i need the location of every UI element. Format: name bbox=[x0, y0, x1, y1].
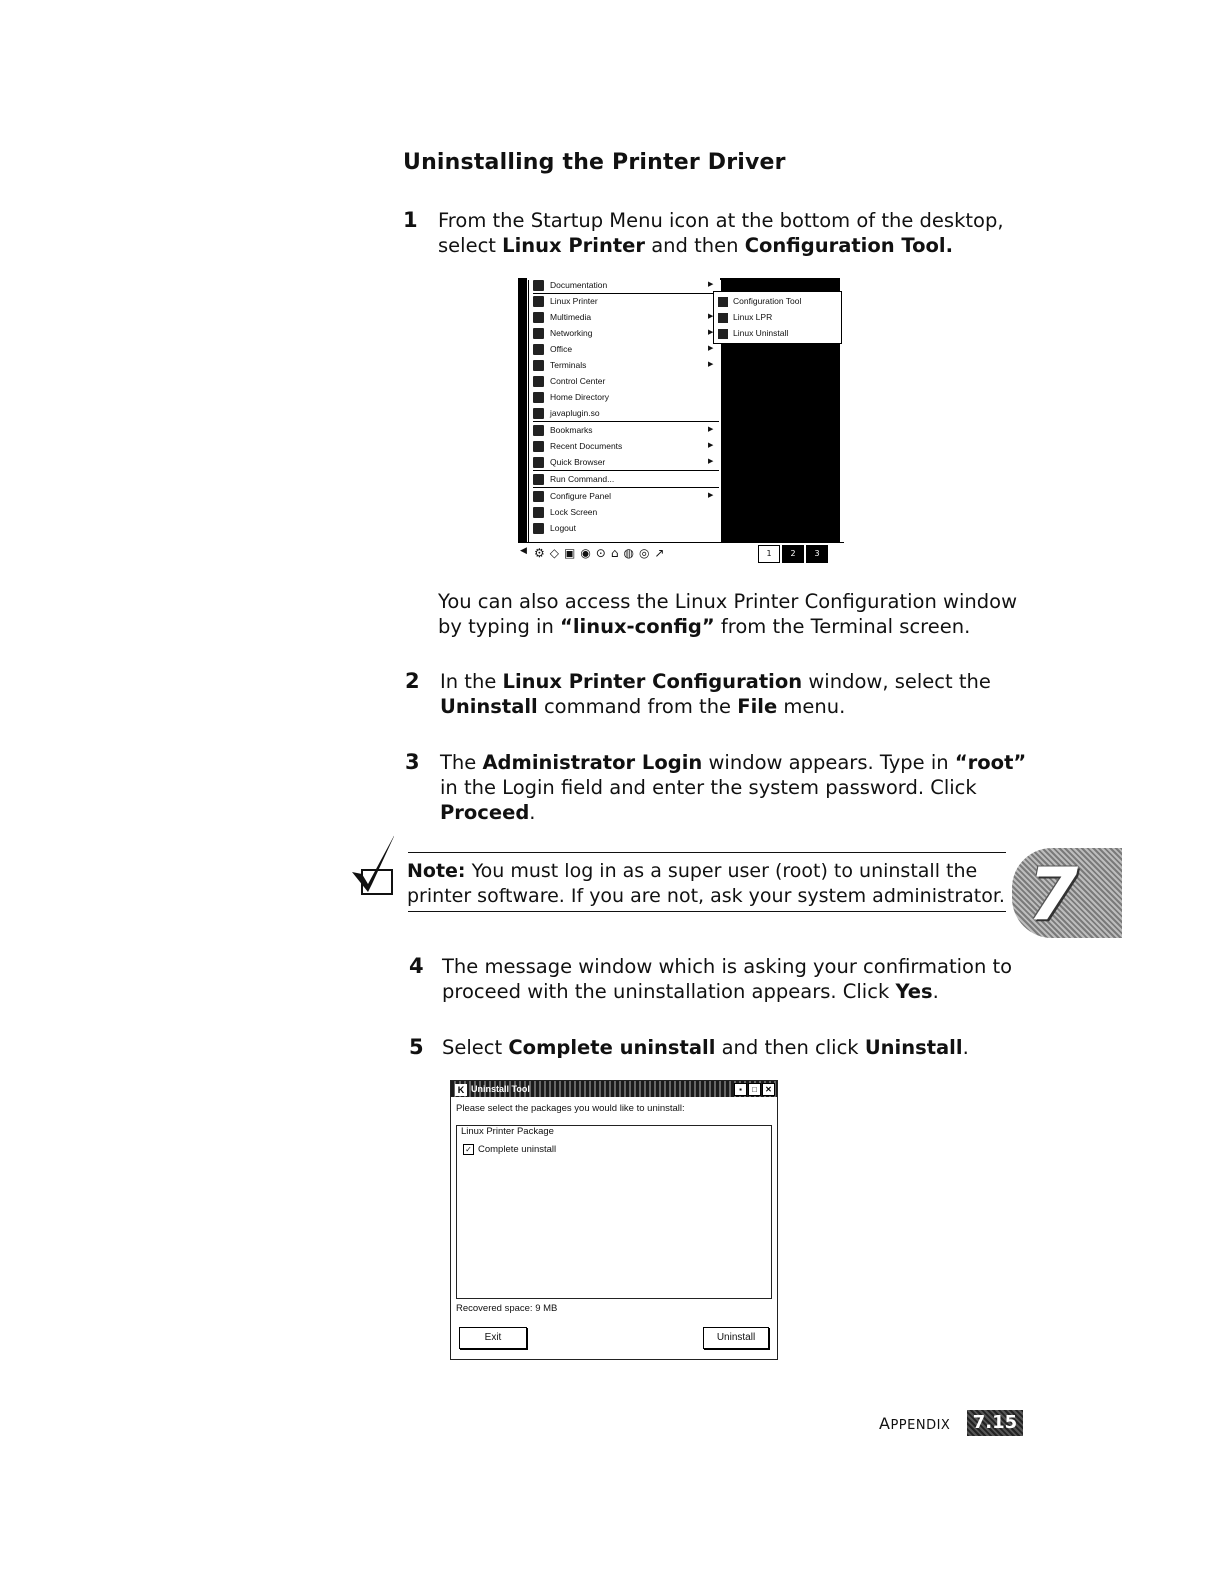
minimize-icon[interactable]: ▪ bbox=[734, 1083, 747, 1096]
submenu-item[interactable]: Linux LPR bbox=[718, 309, 772, 325]
bold-term: Administrator Login bbox=[482, 751, 703, 774]
maximize-icon[interactable]: □ bbox=[748, 1083, 761, 1096]
text: . bbox=[529, 801, 536, 824]
home-icon bbox=[533, 392, 544, 403]
chevron-right-icon: ▶ bbox=[708, 361, 714, 368]
terminal-icon bbox=[533, 360, 544, 371]
step-number: 4 bbox=[409, 954, 424, 978]
text-line: in the Login field and enter the system password. Click bbox=[440, 776, 977, 799]
window-titlebar[interactable] bbox=[451, 1081, 777, 1097]
menu-item[interactable]: Multimedia ▶ bbox=[533, 309, 591, 325]
start-menu-screenshot bbox=[518, 278, 844, 562]
chevron-right-icon: ▶ bbox=[708, 426, 714, 433]
chapter-number: 7 bbox=[1028, 852, 1079, 936]
uninstall-icon bbox=[718, 329, 728, 339]
page-title: Uninstalling the Printer Driver bbox=[403, 150, 786, 175]
bold-term: “linux-config” bbox=[560, 615, 715, 638]
chevron-right-icon: ▶ bbox=[708, 329, 714, 336]
menu-item[interactable]: Bookmarks ▶ bbox=[533, 422, 593, 438]
text: and then click bbox=[715, 1036, 865, 1059]
note-label: Note: bbox=[407, 860, 466, 882]
text: . bbox=[962, 1036, 969, 1059]
menu-item[interactable]: Run Command... bbox=[533, 471, 614, 487]
panel-icon bbox=[533, 491, 544, 502]
bold-term: Linux Printer bbox=[502, 234, 646, 257]
complete-uninstall-checkbox[interactable] bbox=[463, 1144, 556, 1155]
text: You must log in as a super user (root) to uninstall the bbox=[465, 860, 978, 882]
text: The bbox=[440, 751, 483, 774]
text-line: You can also access the Linux Printer Configuration window bbox=[438, 590, 1018, 613]
uninstall-tool-window bbox=[450, 1080, 778, 1360]
printer-icon bbox=[533, 296, 544, 307]
bold-term: “root” bbox=[954, 751, 1027, 774]
text: Select bbox=[442, 1036, 509, 1059]
step-number: 5 bbox=[409, 1035, 424, 1059]
text: select bbox=[438, 234, 503, 257]
menu-item[interactable]: Terminals ▶ bbox=[533, 357, 586, 373]
bold-term: Uninstall bbox=[440, 695, 538, 718]
checkbox-checked-icon: ✓ bbox=[463, 1144, 474, 1155]
file-icon bbox=[533, 408, 544, 419]
start-menu-panel bbox=[528, 280, 721, 542]
lock-icon bbox=[533, 507, 544, 518]
bold-term: Complete uninstall bbox=[508, 1036, 716, 1059]
group-label: Linux Printer Package bbox=[461, 1126, 554, 1137]
package-prompt: Please select the packages you would like to uninstall: bbox=[456, 1103, 685, 1114]
submenu-item[interactable]: Linux Uninstall bbox=[718, 325, 788, 341]
pager-desktop-1[interactable]: 1 bbox=[758, 545, 780, 563]
text: from the Terminal screen. bbox=[714, 615, 971, 638]
printer-icon bbox=[718, 313, 728, 323]
menu-item[interactable]: Recent Documents ▶ bbox=[533, 438, 622, 454]
network-icon bbox=[533, 328, 544, 339]
menu-item-linux-printer[interactable]: Linux Printer bbox=[533, 293, 598, 309]
linux-printer-submenu bbox=[713, 291, 842, 344]
recovered-space: Recovered space: 9 MB bbox=[456, 1303, 558, 1314]
note-top-rule bbox=[408, 852, 1006, 853]
bold-term: Uninstall bbox=[864, 1036, 963, 1059]
text: window, select the bbox=[802, 670, 991, 693]
text: A bbox=[879, 1414, 891, 1433]
run-icon bbox=[533, 474, 544, 485]
pager-desktop-2[interactable]: 2 bbox=[782, 545, 804, 563]
text: by typing in bbox=[438, 615, 561, 638]
step-number: 3 bbox=[405, 750, 420, 774]
text: command from the bbox=[537, 695, 738, 718]
step-3-text bbox=[440, 750, 1026, 825]
menu-item[interactable]: javaplugin.so bbox=[533, 405, 600, 421]
bold-term: Yes bbox=[895, 980, 933, 1003]
checkbox-label: Complete uninstall bbox=[478, 1144, 557, 1156]
control-center-icon bbox=[533, 376, 544, 387]
menu-item[interactable]: Home Directory bbox=[533, 389, 609, 405]
menu-item[interactable]: Control Center bbox=[533, 373, 605, 389]
menu-item[interactable]: Configure Panel ▶ bbox=[533, 488, 611, 504]
alternate-access-text bbox=[438, 589, 1017, 639]
page-number: 7.15 bbox=[967, 1410, 1023, 1436]
step-1-line-1: From the Startup Menu icon at the bottom of the desktop, bbox=[438, 209, 1004, 232]
step-2-text bbox=[440, 669, 991, 719]
chevron-right-icon: ▶ bbox=[708, 442, 714, 449]
pager-desktop-3[interactable]: 3 bbox=[806, 545, 828, 563]
text: . bbox=[932, 980, 939, 1003]
menu-item[interactable]: Logout bbox=[533, 520, 576, 536]
text-line: The message window which is asking your confirmation to bbox=[442, 955, 1013, 978]
footer-section-label bbox=[879, 1414, 950, 1433]
text: and then bbox=[645, 234, 745, 257]
text-line bbox=[440, 800, 1026, 825]
text-line bbox=[442, 979, 1012, 1004]
text-line bbox=[440, 694, 991, 719]
note-bottom-rule bbox=[408, 911, 1006, 912]
menu-item[interactable]: Lock Screen bbox=[533, 504, 597, 520]
text-line bbox=[442, 1035, 969, 1060]
text: menu. bbox=[777, 695, 846, 718]
text: proceed with the uninstallation appears. Click bbox=[442, 980, 896, 1003]
power-icon bbox=[533, 523, 544, 534]
step-1-line-2 bbox=[438, 233, 1004, 258]
chevron-right-icon: ▶ bbox=[708, 313, 714, 320]
chevron-right-icon: ▶ bbox=[708, 345, 714, 352]
documentation-icon bbox=[533, 280, 544, 291]
step-number: 2 bbox=[405, 669, 420, 693]
text-line: printer software. If you are not, ask your system administrator. bbox=[407, 885, 1005, 907]
bold-term: File bbox=[737, 695, 778, 718]
note-text bbox=[407, 859, 1005, 909]
menu-item[interactable]: Office ▶ bbox=[533, 341, 572, 357]
kde-logo-icon: K bbox=[455, 1084, 467, 1096]
close-icon[interactable]: ✕ bbox=[762, 1083, 775, 1096]
chevron-right-icon: ▶ bbox=[708, 492, 714, 499]
bold-term: Proceed bbox=[440, 801, 530, 824]
uninstall-button[interactable]: Uninstall bbox=[703, 1327, 769, 1349]
browser-icon bbox=[533, 457, 544, 468]
bookmark-icon bbox=[533, 425, 544, 436]
step-1-text bbox=[438, 208, 1004, 258]
step-4-text bbox=[442, 954, 1012, 1004]
text: window appears. Type in bbox=[702, 751, 955, 774]
package-group bbox=[456, 1125, 772, 1299]
bold-term: Configuration Tool. bbox=[744, 234, 954, 257]
documents-icon bbox=[533, 441, 544, 452]
menu-item[interactable]: Documentation ▶ bbox=[533, 277, 607, 293]
menu-item[interactable]: Quick Browser ▶ bbox=[533, 454, 605, 470]
chevron-left-icon[interactable]: ◀ bbox=[520, 546, 527, 556]
checkmark-note-icon bbox=[352, 832, 394, 896]
menu-side-bar bbox=[518, 278, 527, 542]
chevron-right-icon: ▶ bbox=[708, 458, 714, 465]
window-title: Uninstall Tool bbox=[471, 1084, 530, 1094]
text-line bbox=[438, 614, 1017, 639]
menu-item[interactable]: Networking ▶ bbox=[533, 325, 593, 341]
configuration-icon bbox=[718, 297, 728, 307]
step-5-text bbox=[442, 1035, 969, 1060]
exit-button[interactable]: Exit bbox=[459, 1327, 527, 1349]
taskbar-launcher-icons[interactable]: ⚙◇▣◉⊙⌂◍◎↗ bbox=[534, 546, 670, 560]
text-line bbox=[440, 750, 1026, 775]
text: PPENDIX bbox=[890, 1418, 951, 1433]
text-line bbox=[440, 669, 991, 694]
submenu-item-configuration-tool[interactable]: Configuration Tool bbox=[718, 293, 801, 309]
multimedia-icon bbox=[533, 312, 544, 323]
step-number: 1 bbox=[403, 208, 418, 232]
chevron-right-icon: ▶ bbox=[708, 281, 714, 288]
office-icon bbox=[533, 344, 544, 355]
taskbar bbox=[518, 542, 844, 563]
text: In the bbox=[440, 670, 503, 693]
bold-term: Linux Printer Configuration bbox=[502, 670, 803, 693]
text-line bbox=[407, 859, 1005, 884]
